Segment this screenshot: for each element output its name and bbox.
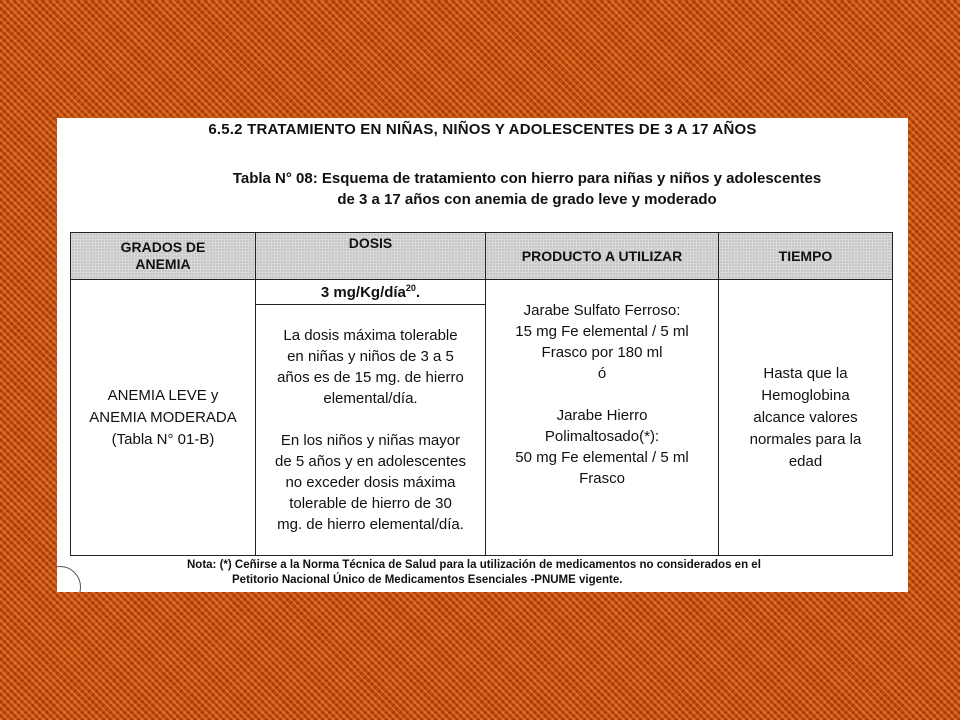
tiempo-line-2: Hemoglobina	[761, 386, 850, 404]
producto-line-7: 50 mg Fe elemental / 5 ml	[515, 449, 689, 466]
note-line-2: Petitorio Nacional Único de Medicamentos Esenciales -PNUME vigente.	[232, 574, 623, 586]
dosis-p1-line-2: en niñas y niños de 3 a 5	[287, 348, 454, 365]
cell-tiempo	[719, 280, 893, 556]
dosis-p1-line-3: años es de 15 mg. de hierro	[277, 369, 464, 386]
producto-line-2: 15 mg Fe elemental / 5 ml	[515, 323, 689, 340]
table-header-row	[71, 233, 893, 280]
dosis-p1-line-1: La dosis máxima tolerable	[283, 327, 458, 344]
cell-producto	[486, 280, 719, 556]
dosis-p1-line-4: elemental/día.	[323, 390, 418, 407]
note-line-1: Nota: (*) Ceñirse a la Norma Técnica de Salud para la utilización de medicamentos no considerados en el	[187, 559, 761, 571]
producto-line-4: ó	[597, 365, 607, 382]
dosis-footnote-ref: 20	[405, 283, 416, 293]
table-row	[71, 280, 893, 305]
dosis-p2-line-3: no exceder dosis máxima	[285, 474, 456, 491]
producto-line-8: Frasco	[579, 470, 625, 487]
tiempo-line-1: Hasta que la	[763, 364, 848, 382]
tiempo-line-5: edad	[788, 452, 823, 470]
producto-gap	[490, 384, 714, 405]
section-title: 6.5.2 TRATAMIENTO EN NIÑAS, NIÑOS Y ADOLESCENTES DE 3 A 17 AÑOS	[208, 121, 757, 138]
grado-line-2: ANEMIA MODERADA	[89, 408, 237, 426]
cell-grado	[71, 280, 256, 556]
cell-dosis-main	[256, 280, 486, 305]
dosis-main-suffix: .	[415, 284, 421, 301]
dosis-p2-line-2: de 5 años y en adolescentes	[275, 453, 466, 470]
dosis-p2-line-5: mg. de hierro elemental/día.	[277, 516, 464, 533]
grado-line-1: ANEMIA LEVE y	[107, 386, 219, 404]
dosis-p2-line-4: tolerable de hierro de 30	[289, 495, 452, 512]
header-tiempo: TIEMPO	[719, 233, 893, 280]
treatment-table	[70, 232, 893, 556]
tiempo-line-4: normales para la	[749, 430, 862, 448]
header-producto: PRODUCTO A UTILIZAR	[486, 233, 719, 280]
grado-line-3: (Tabla N° 01-B)	[111, 430, 215, 448]
dosis-gap	[260, 409, 481, 430]
producto-line-3: Frasco por 180 ml	[541, 344, 663, 361]
cell-dosis-detail	[256, 305, 486, 556]
document-page	[57, 118, 908, 592]
dosis-p2-line-1: En los niños y niñas mayor	[280, 432, 461, 449]
header-grados-line-1: GRADOS DE	[120, 239, 206, 255]
seal-stamp-icon	[57, 566, 81, 592]
table-note	[187, 558, 902, 588]
producto-line-6: Polimaltosado(*):	[544, 428, 660, 445]
table-caption-line-2: de 3 a 17 años con anemia de grado leve y moderado	[337, 191, 717, 208]
dosis-main-value: 3 mg/Kg/día	[320, 284, 406, 301]
header-grados-line-2: ANEMIA	[135, 256, 191, 272]
header-dosis: DOSIS	[256, 233, 486, 280]
tiempo-line-3: alcance valores	[753, 408, 858, 426]
header-grados	[71, 233, 256, 280]
producto-line-5: Jarabe Hierro	[556, 407, 648, 424]
table-caption	[167, 168, 887, 210]
table-caption-line-1: Tabla N° 08: Esquema de tratamiento con hierro para niñas y niños y adolescentes	[232, 170, 822, 187]
producto-line-1: Jarabe Sulfato Ferroso:	[523, 302, 681, 319]
